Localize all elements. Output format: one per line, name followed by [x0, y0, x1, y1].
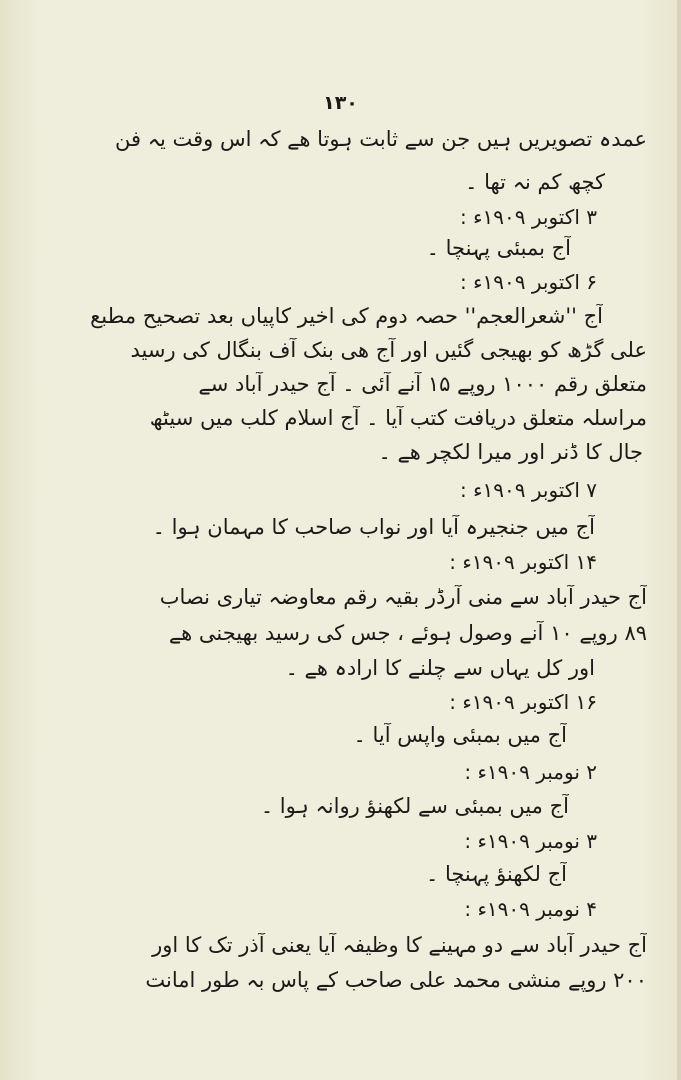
text-line: عمدہ تصویریں ہیں جن سے ثابت ہوتا ھے کہ اس وقت یہ فن	[115, 127, 647, 151]
text-line: اور کل یہاں سے چلنے کا ارادہ ھے ۔	[285, 656, 595, 680]
date-heading: ۳ نومبر ۱۹۰۹ء :	[464, 829, 597, 853]
date-heading: ۳ اکتوبر ۱۹۰۹ء :	[460, 205, 597, 229]
text-line: متعلق رقم ۱۰۰۰ روپے ۱۵ آنے آئی ۔ آج حیدر آباد سے	[198, 372, 647, 396]
text-line: ۲۰۰ روپے منشی محمد علی صاحب کے پاس بہ طور امانت	[145, 968, 647, 992]
date-heading: ۷ اکتوبر ۱۹۰۹ء :	[460, 478, 597, 502]
text-line: آج حیدر آباد سے منی آرڈر بقیہ رقم معاوضہ تیاری نصاب	[159, 585, 647, 609]
date-heading: ۲ نومبر ۱۹۰۹ء :	[464, 760, 597, 784]
text-line: جال کا ڈنر اور میرا لکچر ھے ۔	[378, 440, 643, 464]
text-line: آج لکھنؤ پہنچا ۔	[425, 862, 567, 886]
text-line: آج ''شعرالعجم'' حصہ دوم کی اخیر کاپیاں بعد تصحیح مطبع	[90, 304, 603, 328]
date-heading: ۶ اکتوبر ۱۹۰۹ء :	[460, 270, 597, 294]
date-heading: ۱۴ اکتوبر ۱۹۰۹ء :	[449, 550, 597, 574]
text-line: ۸۹ روپے ۱۰ آنے وصول ہوئے ، جس کی رسید بھیجنی ھے	[168, 621, 647, 645]
text-line: آج حیدر آباد سے دو مہینے کا وظیفہ آیا یعنی آذر تک کا اور	[152, 933, 647, 957]
page-number: ۱۳۰	[323, 92, 358, 114]
text-line: کچھ کم نہ تھا ۔	[465, 170, 605, 194]
text-line: آج میں بمبئی سے لکھنؤ روانہ ہوا ۔	[260, 794, 569, 818]
text-line: علی گڑھ کو بھیجی گئیں اور آج ھی بنک آف بنگال کی رسید	[130, 338, 647, 362]
text-line: آج میں بمبئی واپس آیا ۔	[353, 723, 567, 747]
text-line: آج میں جنجیرہ آیا اور نواب صاحب کا مہمان ہوا ۔	[152, 515, 595, 539]
text-line: مراسلہ متعلق دریافت کتب آیا ۔ آج اسلام کلب میں سیٹھ	[149, 406, 647, 430]
date-heading: ۴ نومبر ۱۹۰۹ء :	[464, 897, 597, 921]
date-heading: ۱۶ اکتوبر ۱۹۰۹ء :	[449, 690, 597, 714]
text-line: آج بمبئی پہنچا ۔	[426, 236, 571, 260]
